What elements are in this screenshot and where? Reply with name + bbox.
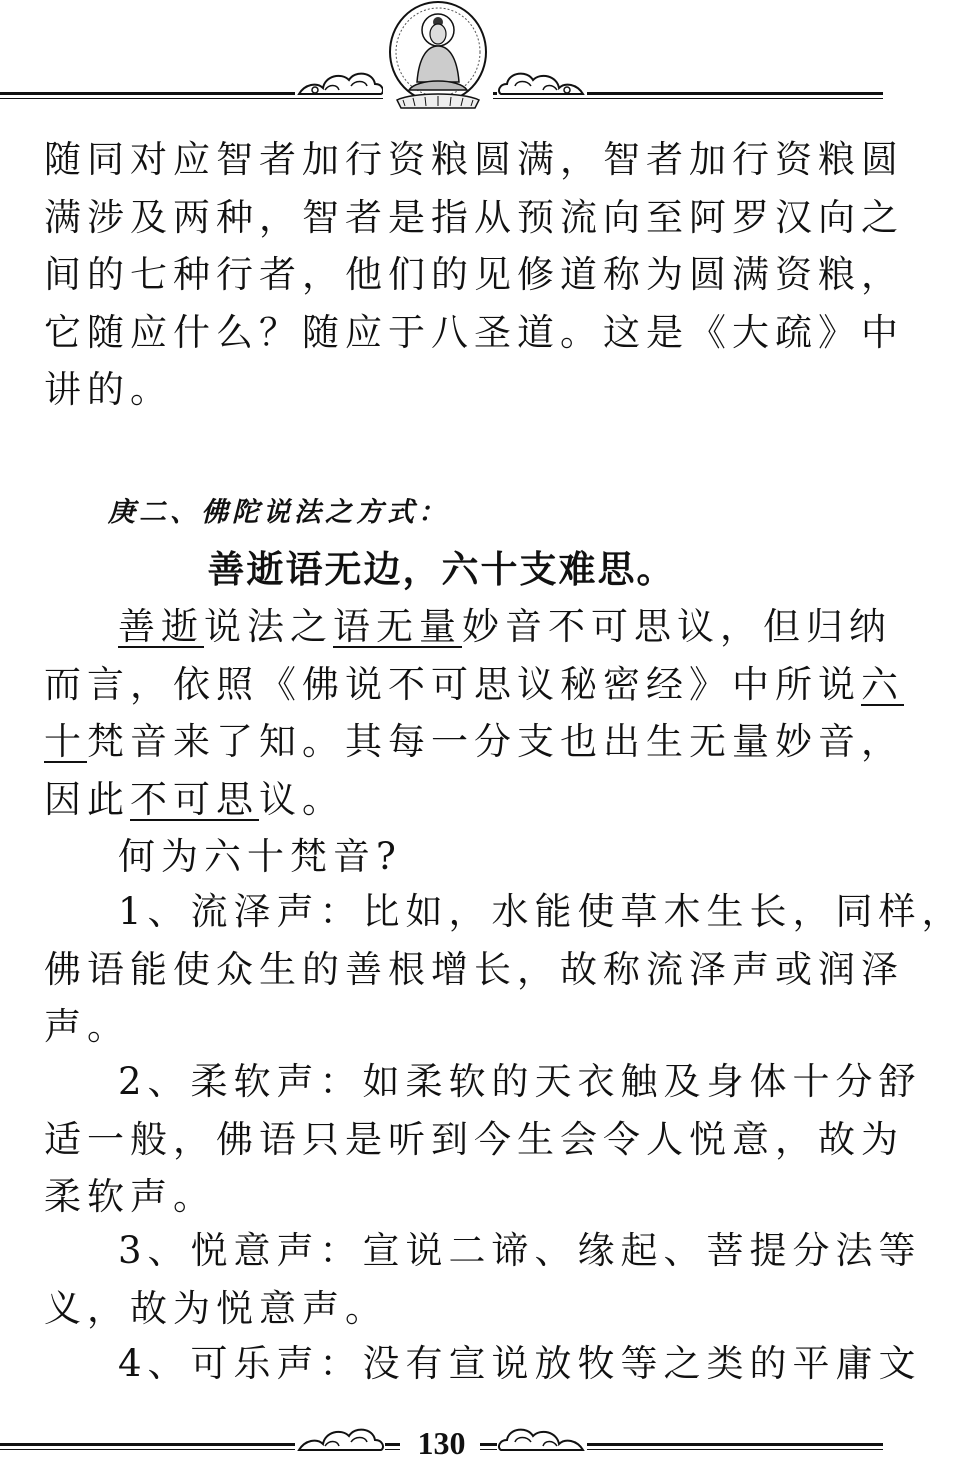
paragraph-intro-line-4: 它随应什么？随应于八圣道。这是《大疏》中 [44,310,904,354]
commentary-line-1: 善逝说法之语无量妙音不可思议，但归纳 [118,605,892,648]
commentary-line-4: 因此不可思议。 [44,777,345,821]
root-verse: 善逝语无边，六十支难思。 [207,547,676,591]
underlined-term: 十 [44,720,87,763]
page-number: 130 [417,1425,466,1461]
section-heading: 庚二、佛陀说法之方式： [108,497,449,528]
item-3-line-2: 义，故为悦意声。 [44,1286,388,1330]
underlined-term: 六 [861,662,904,706]
item-1-line-2: 佛语能使众生的善根增长，故称流泽声或润泽 [44,947,904,991]
item-4-line-1: 4、可乐声：没有宣说放牧等之类的平庸文 [118,1342,922,1385]
item-1-line-1: 1、流泽声：比如，水能使草木生长，同样， [118,890,965,933]
item-1-line-3: 声。 [44,1005,130,1048]
item-2-line-1: 2、柔软声：如柔软的天衣触及身体十分舒 [118,1060,922,1103]
item-3-line-1: 3、悦意声：宣说二谛、缘起、菩提分法等 [118,1229,922,1272]
question-line: 何为六十梵音? [118,835,402,878]
commentary-line-3: 十梵音来了知。其每一分支也出生无量妙音， [44,720,904,763]
commentary-line-2: 而言，依照《佛说不可思议秘密经》中所说六 [44,662,904,706]
underlined-term: 语无量 [333,605,462,648]
underlined-term: 不可思 [130,777,259,821]
left-cloud-ornament-icon [295,66,385,98]
paragraph-intro-line-2: 满涉及两种，智者是指从预流向至阿罗汉向之 [44,195,904,239]
paragraph-intro-line-1: 随同对应智者加行资粮圆满，智者加行资粮圆 [44,138,904,181]
underlined-term: 善逝 [118,605,204,648]
right-cloud-ornament-icon [497,66,587,98]
paragraph-intro-line-3: 间的七种行者，他们的见修道称为圆满资粮， [44,253,904,296]
item-2-line-3: 柔软声。 [44,1175,216,1218]
item-2-line-2: 适一般，佛语只是听到今生会令人悦意，故为 [44,1117,904,1161]
buddha-figure-icon [383,0,493,112]
paragraph-intro-line-5: 讲的。 [44,368,173,411]
